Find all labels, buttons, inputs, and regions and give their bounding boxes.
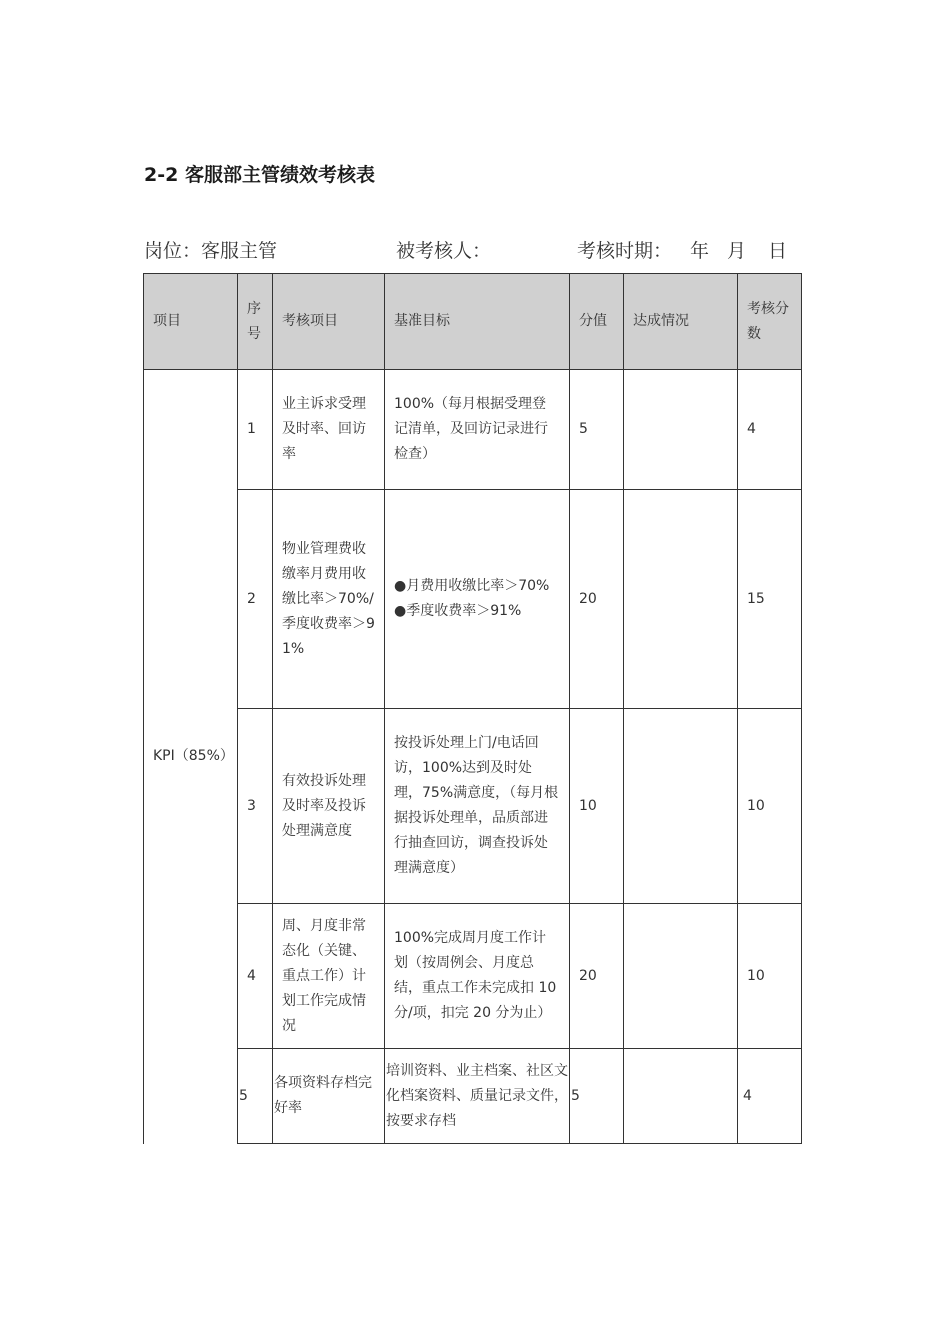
row-target: 100%完成周月度工作计划（按周例会、月度总结，重点工作未完成扣 10 分/项，扣完 20 分为止） — [385, 904, 570, 1049]
header-achievement: 达成情况 — [624, 274, 738, 370]
header-score-value: 分值 — [570, 274, 624, 370]
row-assess-item: 业主诉求受理及时率、回访率 — [273, 370, 385, 490]
row-seq: 1 — [238, 370, 273, 490]
table-row — [144, 1049, 802, 1144]
table-row — [144, 709, 802, 904]
period-year: 年 — [690, 240, 710, 262]
period-month: 月 — [727, 240, 747, 262]
row-assess-item: 周、月度非常态化（关键、重点工作）计划工作完成情况 — [273, 904, 385, 1049]
row-score-value: 20 — [570, 904, 624, 1049]
row-score-value: 5 — [570, 1049, 624, 1144]
kpi-table — [143, 273, 802, 1144]
row-seq: 3 — [238, 709, 273, 904]
row-assess-score: 15 — [738, 490, 802, 709]
period-label: 考核时期： — [577, 240, 673, 262]
table-row — [144, 370, 802, 490]
target-line: ●月费用收缴比率＞70% — [394, 578, 550, 594]
header-assess-item: 考核项目 — [273, 274, 385, 370]
row-score-value: 10 — [570, 709, 624, 904]
header-row — [144, 274, 802, 370]
table-row — [144, 904, 802, 1049]
document-title: 2-2 客服部主管绩效考核表 — [144, 164, 375, 186]
header-target: 基准目标 — [385, 274, 570, 370]
row-target: 100%（每月根据受理登记清单，及回访记录进行检查） — [385, 370, 570, 490]
row-target: 培训资料、业主档案、社区文化档案资料、质量记录文件，按要求存档 — [385, 1049, 570, 1144]
row-achievement — [624, 904, 738, 1049]
row-assess-item: 各项资料存档完好率 — [273, 1049, 385, 1144]
group-kpi-label: KPI（85%） — [144, 370, 238, 1144]
row-score-value: 5 — [570, 370, 624, 490]
header-seq: 序号 — [238, 274, 273, 370]
table-row — [144, 490, 802, 709]
row-assess-score: 10 — [738, 904, 802, 1049]
header-item: 项目 — [144, 274, 238, 370]
row-assess-item: 有效投诉处理及时率及投诉处理满意度 — [273, 709, 385, 904]
row-seq: 5 — [238, 1049, 273, 1144]
row-assess-score: 4 — [738, 370, 802, 490]
row-achievement — [624, 709, 738, 904]
row-seq: 4 — [238, 904, 273, 1049]
position-label: 岗位：客服主管 — [144, 240, 278, 262]
row-achievement — [624, 1049, 738, 1144]
row-target: 按投诉处理上门/电话回访，100%达到及时处理，75%满意度，（每月根据投诉处理单，品质部进行抽查回访，调查投诉处理满意度） — [385, 709, 570, 904]
row-achievement — [624, 370, 738, 490]
row-assess-score: 4 — [738, 1049, 802, 1144]
row-assess-score: 10 — [738, 709, 802, 904]
row-score-value: 20 — [570, 490, 624, 709]
row-assess-item: 物业管理费收缴率月费用收缴比率＞70%/季度收费率＞91% — [273, 490, 385, 709]
row-seq: 2 — [238, 490, 273, 709]
assessee-label: 被考核人： — [396, 240, 492, 262]
header-assess-score: 考核分数 — [738, 274, 802, 370]
period-day: 日 — [768, 240, 788, 262]
row-target — [385, 490, 570, 709]
target-line: ●季度收费率＞91% — [394, 603, 522, 619]
row-achievement — [624, 490, 738, 709]
